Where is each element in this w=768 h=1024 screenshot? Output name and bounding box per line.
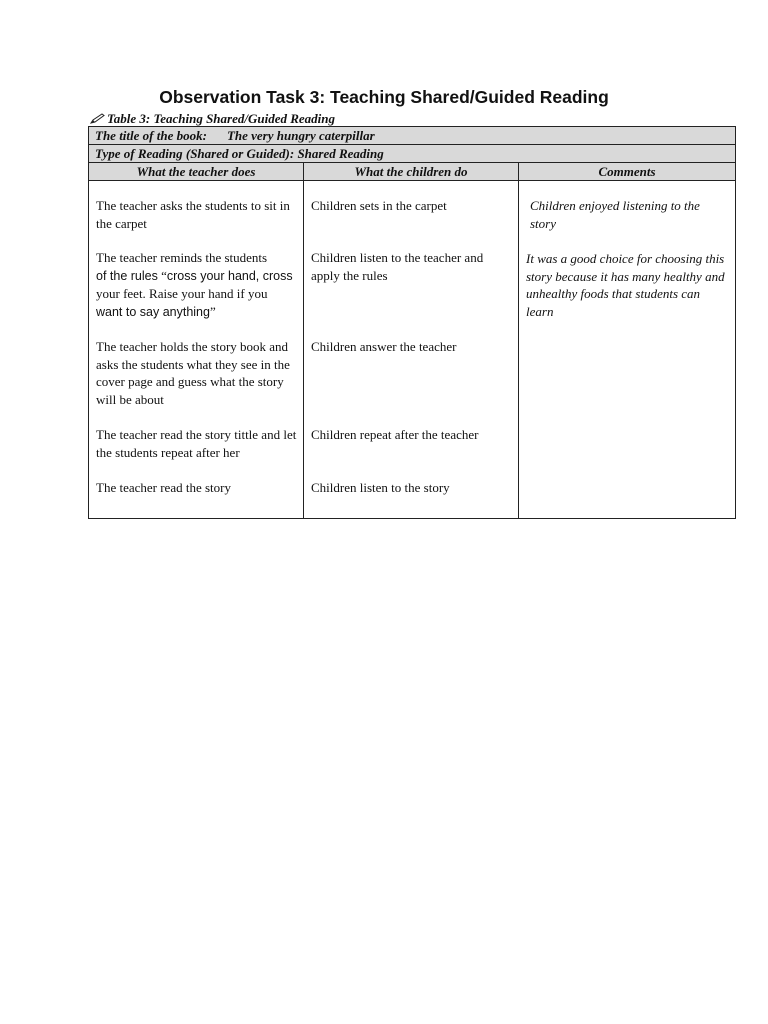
book-label: The title of the book: (95, 128, 207, 143)
reading-type-row: Type of Reading (Shared or Guided): Shared Reading (89, 145, 736, 163)
children-action: Children answer the teacher (311, 339, 457, 354)
teacher-action: The teacher reminds the students of the rules “cross your hand, cross your feet. Raise your hand if you want to say anything” (96, 250, 293, 319)
teacher-action: The teacher holds the story book and asks the students what they see in the cover page and guess what the story will be about (96, 339, 290, 407)
comment: Children enjoyed listening to the story (530, 198, 700, 231)
comments-column (519, 181, 736, 519)
observation-table (88, 126, 736, 519)
children-column (304, 181, 519, 519)
teacher-action: The teacher read the story (96, 480, 231, 495)
page-title: Observation Task 3: Teaching Shared/Guided Reading (159, 87, 609, 107)
children-action: Children listen to the story (311, 480, 450, 495)
comment: It was a good choice for choosing this story because it has many healthy and unhealthy foods that students can learn (526, 251, 725, 319)
teacher-action: The teacher read the story tittle and let the students repeat after her (96, 427, 297, 460)
children-action: Children repeat after the teacher (311, 427, 479, 442)
pencil-icon (90, 113, 106, 124)
book-title-row (89, 127, 736, 145)
teacher-column (89, 181, 304, 519)
book-title: The very hungry caterpillar (226, 128, 375, 143)
column-header-comments: Comments (519, 163, 736, 181)
column-header-teacher: What the teacher does (89, 163, 304, 181)
children-action: Children sets in the carpet (311, 198, 447, 213)
teacher-action: The teacher asks the students to sit in the carpet (96, 198, 290, 231)
table-caption: Table 3: Teaching Shared/Guided Reading (90, 111, 335, 127)
children-action: Children listen to the teacher and apply the rules (311, 250, 484, 283)
column-header-children: What the children do (304, 163, 519, 181)
